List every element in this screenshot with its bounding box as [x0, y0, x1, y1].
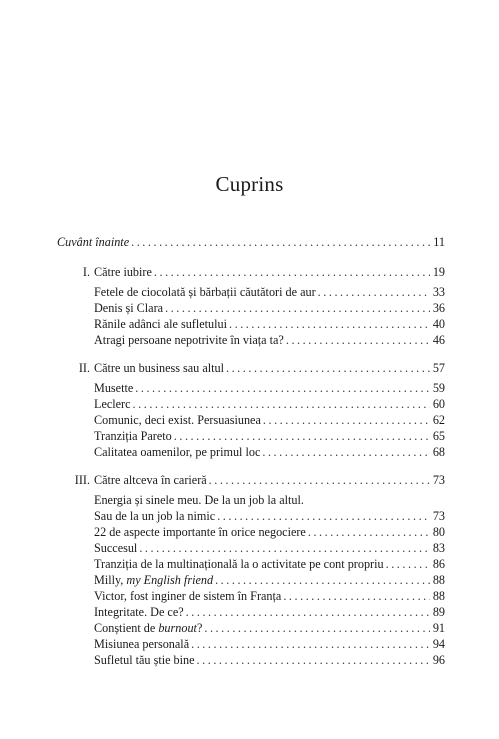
toc-entry-label-italic: burnout	[158, 621, 197, 635]
leader-dots	[217, 509, 430, 524]
toc-entry-page: 73	[432, 509, 445, 523]
leader-dots	[262, 445, 429, 460]
leader-dots	[165, 301, 430, 316]
toc-entry[interactable]	[94, 621, 445, 636]
part-numeral: I.	[82, 265, 90, 279]
toc-entry[interactable]	[94, 381, 445, 396]
toc-entry-page: 80	[432, 525, 445, 539]
page-title: Cuprins	[215, 172, 284, 196]
toc-entry-label: Către iubire	[94, 265, 152, 279]
toc-entry-page: 33	[432, 285, 445, 299]
toc-entry[interactable]	[94, 397, 445, 412]
leader-dots	[197, 653, 430, 668]
leader-dots	[286, 333, 430, 348]
toc-entry-page: 88	[432, 589, 445, 603]
leader-dots	[204, 621, 429, 636]
toc-entry-page: 11	[433, 235, 445, 249]
toc-entry-page: 65	[432, 429, 445, 443]
toc-entry[interactable]	[94, 445, 445, 460]
toc-entry-page: 57	[432, 361, 445, 375]
toc-entry-label-text: Milly,	[94, 573, 127, 587]
toc-entry-label: Către un business sau altul	[94, 361, 224, 375]
leader-dots	[386, 557, 430, 572]
toc-entry-page: 46	[432, 333, 445, 347]
toc-entry-page: 88	[432, 573, 445, 587]
leader-dots	[191, 637, 430, 652]
toc-part-3[interactable]	[94, 473, 445, 488]
toc-entry-foreword[interactable]	[57, 235, 445, 250]
leader-dots	[133, 397, 430, 412]
toc-entry[interactable]	[94, 541, 445, 556]
toc-entry-page: 36	[432, 301, 445, 315]
toc-entry-label: Succesul	[94, 541, 138, 555]
leader-dots	[318, 285, 430, 300]
toc-entry-page: 40	[432, 317, 445, 331]
toc-entry-label: Rănile adânci ale sufletului	[94, 317, 227, 331]
toc-entry-page: 96	[432, 653, 445, 667]
toc-entry-label: Leclerc	[94, 397, 131, 411]
toc-entry[interactable]	[94, 285, 445, 300]
toc-entry-label: Fetele de ciocolată și bărbații căutători de aur	[94, 285, 316, 299]
toc-entry[interactable]	[94, 301, 445, 316]
toc-entry-label: Integritate. De ce?	[94, 605, 184, 619]
toc-entry-page: 94	[432, 637, 445, 651]
leader-dots	[154, 265, 430, 280]
leader-dots	[263, 413, 430, 428]
leader-dots	[139, 541, 429, 556]
toc-entry[interactable]	[94, 653, 445, 668]
toc-entry-page: 60	[432, 397, 445, 411]
toc-entry-page: 68	[432, 445, 445, 459]
toc-entry-label: Cuvânt înainte	[57, 235, 130, 249]
part-numeral: II.	[78, 361, 90, 375]
toc-entry-label: Misiunea personală	[94, 637, 190, 651]
toc-entry-label: Comunic, deci exist. Persuasiunea	[94, 413, 261, 427]
toc-part-1[interactable]	[94, 265, 445, 280]
toc-entry-label	[94, 621, 202, 636]
toc-entry[interactable]	[94, 557, 445, 572]
toc-entry[interactable]	[94, 637, 445, 652]
part-numeral: III.	[74, 473, 90, 487]
toc-entry-label: Sufletul tău știe bine	[94, 653, 195, 667]
toc-entry-page: 19	[432, 265, 445, 279]
toc-entry-label: Calitatea oamenilor, pe primul loc	[94, 445, 261, 459]
toc-entry-label: Tranziția Pareto	[94, 429, 172, 443]
leader-dots	[229, 317, 430, 332]
toc-entry-label-suffix: ?	[196, 621, 203, 635]
leader-dots	[174, 429, 430, 444]
toc-entry-page: 62	[432, 413, 445, 427]
toc-entry[interactable]	[94, 573, 445, 588]
toc-entry-page: 91	[432, 621, 445, 635]
toc-entry-label-line1: Energia și sinele meu. De la un job la altul.	[94, 493, 304, 507]
toc-entry-label-italic: my English friend	[126, 573, 214, 587]
leader-dots	[131, 235, 430, 250]
leader-dots	[209, 473, 430, 488]
toc-entry-label: Atragi persoane nepotrivite în viața ta?	[94, 333, 284, 347]
leader-dots	[215, 573, 430, 588]
toc-entry-page: 89	[432, 605, 445, 619]
toc-entry-page: 86	[432, 557, 445, 571]
toc-entry[interactable]	[94, 413, 445, 428]
leader-dots	[135, 381, 430, 396]
toc-entry-label	[94, 573, 213, 588]
toc-entry-page: 83	[432, 541, 445, 555]
toc-entry-label: Musette	[94, 381, 134, 395]
leader-dots	[226, 361, 430, 376]
toc-entry-label-text: Conștient de	[94, 621, 159, 635]
toc-entry-label: Către altceva în carieră	[94, 473, 207, 487]
leader-dots	[308, 525, 430, 540]
toc-entry[interactable]	[94, 429, 445, 444]
leader-dots	[186, 605, 430, 620]
leader-dots	[283, 589, 430, 604]
toc-entry[interactable]	[94, 333, 445, 348]
toc-entry-label: Tranziția de la multinațională la o activitate pe cont propriu	[94, 557, 384, 571]
toc-entry-label: Victor, fost inginer de sistem în Franța	[94, 589, 282, 603]
toc-entry-page: 73	[432, 473, 445, 487]
toc-entry-page: 59	[432, 381, 445, 395]
toc-entry[interactable]	[94, 317, 445, 332]
toc-part-2[interactable]	[94, 361, 445, 376]
toc-entry-label: Denis și Clara	[94, 301, 164, 315]
toc-entry[interactable]	[94, 589, 445, 604]
toc-entry-label: 22 de aspecte importante în orice negociere	[94, 525, 306, 539]
toc-entry[interactable]	[94, 509, 445, 524]
toc-entry-label: Sau de la un job la nimic	[94, 509, 216, 523]
toc-entry[interactable]	[94, 525, 445, 540]
toc-entry[interactable]	[94, 605, 445, 620]
